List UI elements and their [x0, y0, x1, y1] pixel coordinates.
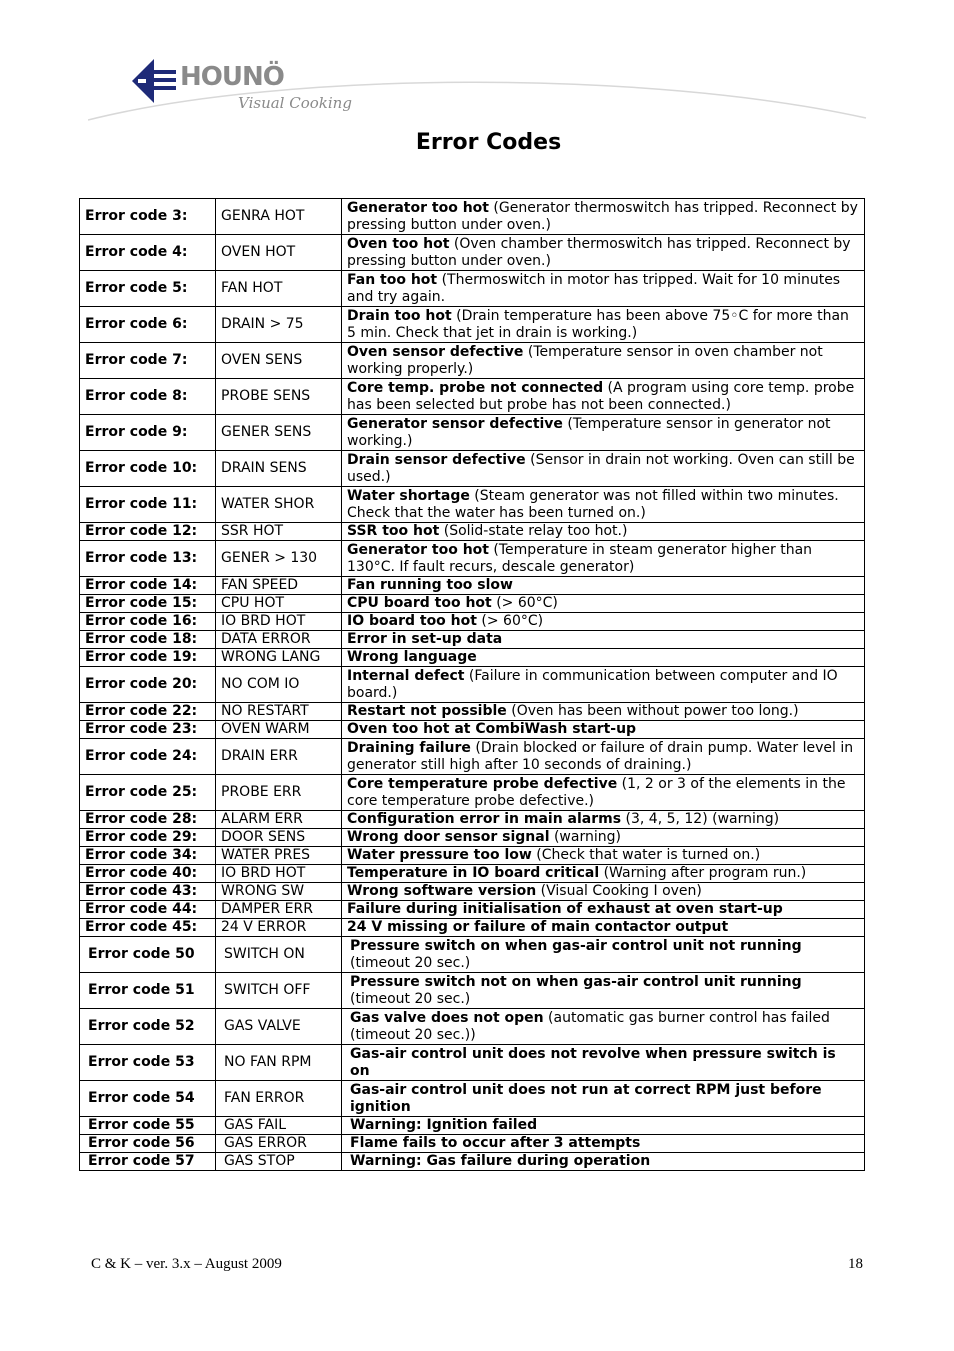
- table-row: [80, 649, 865, 667]
- error-display-text-cell: DOOR SENS: [216, 829, 342, 847]
- error-code-cell: Error code 19:: [80, 649, 216, 667]
- error-code-cell: Error code 40:: [80, 865, 216, 883]
- error-code-cell: Error code 29:: [80, 829, 216, 847]
- error-title: Gas-air control unit does not run at correct RPM just before ignition: [350, 1081, 822, 1115]
- error-code-cell: Error code 8:: [80, 379, 216, 415]
- error-title: Warning: Gas failure during operation: [350, 1153, 651, 1169]
- error-code-cell: Error code 51: [80, 973, 216, 1009]
- error-description-cell: [342, 649, 865, 667]
- error-code-cell: Error code 23:: [80, 721, 216, 739]
- error-description-cell: [342, 1009, 865, 1045]
- error-title: Generator too hot: [347, 199, 489, 216]
- error-title: Pressure switch on when gas-air control unit not running: [350, 937, 802, 954]
- error-display-text-cell: FAN ERROR: [216, 1081, 342, 1117]
- error-code-cell: Error code 22:: [80, 703, 216, 721]
- error-display-text-cell: DATA ERROR: [216, 631, 342, 649]
- error-display-text-cell: PROBE ERR: [216, 775, 342, 811]
- error-code-cell: Error code 43:: [80, 883, 216, 901]
- error-title: Internal defect: [347, 667, 465, 684]
- table-row: [80, 667, 865, 703]
- table-row: [80, 631, 865, 649]
- error-description-cell: [342, 307, 865, 343]
- error-display-text-cell: IO BRD HOT: [216, 865, 342, 883]
- table-row: [80, 1009, 865, 1045]
- error-code-cell: Error code 3:: [80, 199, 216, 235]
- error-code-cell: Error code 54: [80, 1081, 216, 1117]
- error-detail: (Temperature in steam generator higher than 130°C. If fault recurs, descale generator): [347, 541, 813, 575]
- error-title: Draining failure: [347, 739, 471, 756]
- error-detail: (Temperature sensor in generator not working.): [347, 415, 831, 449]
- header-swoosh: [88, 70, 868, 122]
- error-title: SSR too hot: [347, 523, 440, 539]
- table-row: [80, 1081, 865, 1117]
- error-description-cell: [342, 379, 865, 415]
- table-row: [80, 721, 865, 739]
- error-title: Drain sensor defective: [347, 451, 526, 468]
- error-title: Wrong door sensor signal: [347, 829, 550, 845]
- error-description-cell: [342, 703, 865, 721]
- error-display-text-cell: GENER > 130: [216, 541, 342, 577]
- error-detail: (Failure in communication between computer and IO board.): [347, 667, 838, 701]
- error-title: Restart not possible: [347, 703, 507, 719]
- error-code-cell: Error code 34:: [80, 847, 216, 865]
- error-description-cell: [342, 1135, 865, 1153]
- error-title: Generator too hot: [347, 541, 489, 558]
- page-number: 18: [848, 1256, 863, 1272]
- error-title: Fan too hot: [347, 271, 438, 288]
- table-row: [80, 271, 865, 307]
- error-code-cell: Error code 6:: [80, 307, 216, 343]
- error-description-cell: [342, 847, 865, 865]
- error-detail: (warning): [549, 829, 621, 845]
- error-detail: (Solid-state relay too hot.): [439, 523, 628, 539]
- table-row: [80, 703, 865, 721]
- table-row: [80, 541, 865, 577]
- error-description-cell: [342, 271, 865, 307]
- table-row: [80, 343, 865, 379]
- error-description-cell: [342, 1045, 865, 1081]
- error-display-text-cell: 24 V ERROR: [216, 919, 342, 937]
- error-description-cell: [342, 631, 865, 649]
- error-display-text-cell: SSR HOT: [216, 523, 342, 541]
- error-description-cell: [342, 775, 865, 811]
- table-row: [80, 613, 865, 631]
- error-description-cell: [342, 721, 865, 739]
- error-code-cell: Error code 24:: [80, 739, 216, 775]
- error-display-text-cell: DRAIN SENS: [216, 451, 342, 487]
- error-display-text-cell: IO BRD HOT: [216, 613, 342, 631]
- error-detail: (Steam generator was not filled within two minutes. Check that the water has been turned on.): [347, 487, 839, 521]
- error-display-text-cell: GAS ERROR: [216, 1135, 342, 1153]
- error-description-cell: [342, 541, 865, 577]
- error-display-text-cell: OVEN HOT: [216, 235, 342, 271]
- error-description-cell: [342, 937, 865, 973]
- error-title: Flame fails to occur after 3 attempts: [350, 1135, 641, 1151]
- error-display-text-cell: WRONG SW: [216, 883, 342, 901]
- table-row: [80, 577, 865, 595]
- error-code-cell: Error code 57: [80, 1153, 216, 1171]
- error-detail: (Sensor in drain not working. Oven can still be used.): [347, 451, 855, 485]
- table-row: [80, 451, 865, 487]
- error-codes-table: [79, 198, 865, 1171]
- error-display-text-cell: OVEN WARM: [216, 721, 342, 739]
- error-code-cell: Error code 14:: [80, 577, 216, 595]
- table-row: [80, 523, 865, 541]
- error-title: Gas valve does not open: [350, 1009, 544, 1026]
- table-row: [80, 865, 865, 883]
- logo-tagline: Visual Cooking: [238, 94, 352, 112]
- error-display-text-cell: DRAIN > 75: [216, 307, 342, 343]
- error-detail: (Generator thermoswitch has tripped. Reconnect by pressing button under oven.): [347, 199, 858, 233]
- error-code-cell: Error code 7:: [80, 343, 216, 379]
- error-display-text-cell: GENRA HOT: [216, 199, 342, 235]
- error-description-cell: [342, 199, 865, 235]
- error-detail: (Drain temperature has been above 75◦C for more than 5 min. Check that jet in drain is working.): [347, 307, 849, 341]
- error-description-cell: [342, 523, 865, 541]
- error-detail: (automatic gas burner control has failed (timeout 20 sec.)): [350, 1009, 830, 1043]
- error-display-text-cell: WRONG LANG: [216, 649, 342, 667]
- error-display-text-cell: DRAIN ERR: [216, 739, 342, 775]
- table-row: [80, 919, 865, 937]
- table-row: [80, 1045, 865, 1081]
- error-detail: (Check that water is turned on.): [531, 847, 761, 863]
- footer-version: C & K – ver. 3.x – August 2009: [91, 1256, 282, 1272]
- error-code-cell: Error code 13:: [80, 541, 216, 577]
- error-detail: (Thermoswitch in motor has tripped. Wait for 10 minutes and try again.: [347, 271, 841, 305]
- page-title: Error Codes: [415, 130, 562, 155]
- error-description-cell: [342, 739, 865, 775]
- error-display-text-cell: WATER SHOR: [216, 487, 342, 523]
- error-detail: (Visual Cooking I oven): [536, 883, 702, 899]
- error-description-cell: [342, 811, 865, 829]
- error-detail: (3, 4, 5, 12) (warning): [621, 811, 780, 827]
- table-row: [80, 973, 865, 1009]
- error-detail: (> 60°C): [491, 595, 558, 611]
- error-display-text-cell: GAS FAIL: [216, 1117, 342, 1135]
- error-code-cell: Error code 44:: [80, 901, 216, 919]
- error-title: Drain too hot: [347, 307, 452, 324]
- error-title: Core temp. probe not connected: [347, 379, 604, 396]
- table-row: [80, 379, 865, 415]
- error-display-text-cell: GENER SENS: [216, 415, 342, 451]
- error-title: Water pressure too low: [347, 847, 532, 863]
- error-description-cell: [342, 487, 865, 523]
- error-description-cell: [342, 973, 865, 1009]
- error-description-cell: [342, 577, 865, 595]
- error-display-text-cell: NO RESTART: [216, 703, 342, 721]
- error-code-cell: Error code 15:: [80, 595, 216, 613]
- error-code-cell: Error code 18:: [80, 631, 216, 649]
- table-row: [80, 847, 865, 865]
- error-display-text-cell: GAS STOP: [216, 1153, 342, 1171]
- table-row: [80, 1153, 865, 1171]
- error-display-text-cell: ALARM ERR: [216, 811, 342, 829]
- error-code-cell: Error code 56: [80, 1135, 216, 1153]
- error-detail: (Oven has been without power too long.): [506, 703, 799, 719]
- error-description-cell: [342, 451, 865, 487]
- error-display-text-cell: SWITCH ON: [216, 937, 342, 973]
- logo-name: HOUNÖ: [180, 62, 284, 92]
- error-title: Pressure switch not on when gas-air control unit running: [350, 973, 802, 990]
- error-title: 24 V missing or failure of main contactor output: [347, 919, 729, 935]
- error-code-cell: Error code 16:: [80, 613, 216, 631]
- error-display-text-cell: CPU HOT: [216, 595, 342, 613]
- error-code-cell: Error code 25:: [80, 775, 216, 811]
- table-row: [80, 811, 865, 829]
- error-title: Oven sensor defective: [347, 343, 524, 360]
- error-code-cell: Error code 53: [80, 1045, 216, 1081]
- error-title: Wrong software version: [347, 883, 537, 899]
- error-code-cell: Error code 52: [80, 1009, 216, 1045]
- table-row: [80, 199, 865, 235]
- error-title: Warning: Ignition failed: [350, 1117, 538, 1133]
- error-title: CPU board too hot: [347, 595, 492, 611]
- error-code-cell: Error code 20:: [80, 667, 216, 703]
- error-description-cell: [342, 343, 865, 379]
- error-code-cell: Error code 11:: [80, 487, 216, 523]
- error-description-cell: [342, 901, 865, 919]
- error-title: Configuration error in main alarms: [347, 811, 622, 827]
- error-display-text-cell: NO COM IO: [216, 667, 342, 703]
- error-description-cell: [342, 1117, 865, 1135]
- error-code-cell: Error code 50: [80, 937, 216, 973]
- error-display-text-cell: OVEN SENS: [216, 343, 342, 379]
- error-description-cell: [342, 667, 865, 703]
- error-detail: (A program using core temp. probe has been selected but probe has not been connected.): [347, 379, 855, 413]
- error-display-text-cell: NO FAN RPM: [216, 1045, 342, 1081]
- table-row: [80, 487, 865, 523]
- error-detail: (1, 2 or 3 of the elements in the core temperature probe defective.): [347, 775, 846, 809]
- error-title: Fan running too slow: [347, 577, 513, 593]
- table-row: [80, 775, 865, 811]
- error-description-cell: [342, 595, 865, 613]
- error-title: Core temperature probe defective: [347, 775, 618, 792]
- error-code-cell: Error code 45:: [80, 919, 216, 937]
- error-description-cell: [342, 865, 865, 883]
- error-description-cell: [342, 919, 865, 937]
- error-description-cell: [342, 235, 865, 271]
- error-code-cell: Error code 55: [80, 1117, 216, 1135]
- error-code-cell: Error code 28:: [80, 811, 216, 829]
- error-description-cell: [342, 829, 865, 847]
- error-code-cell: Error code 4:: [80, 235, 216, 271]
- error-description-cell: [342, 415, 865, 451]
- error-title: IO board too hot: [347, 613, 477, 629]
- error-display-text-cell: FAN HOT: [216, 271, 342, 307]
- error-title: Wrong language: [347, 649, 477, 665]
- error-description-cell: [342, 883, 865, 901]
- error-detail: (Oven chamber thermoswitch has tripped. Reconnect by pressing button under oven.): [347, 235, 851, 269]
- error-title: Failure during initialisation of exhaust at oven start-up: [347, 901, 783, 917]
- table-row: [80, 235, 865, 271]
- table-row: [80, 1117, 865, 1135]
- error-title: Generator sensor defective: [347, 415, 563, 432]
- error-title: Gas-air control unit does not revolve when pressure switch is on: [350, 1045, 836, 1079]
- error-code-cell: Error code 10:: [80, 451, 216, 487]
- error-title: Oven too hot at CombiWash start-up: [347, 721, 637, 737]
- table-row: [80, 901, 865, 919]
- error-detail: (timeout 20 sec.): [350, 954, 471, 971]
- table-row: [80, 1135, 865, 1153]
- error-display-text-cell: DAMPER ERR: [216, 901, 342, 919]
- table-row: [80, 307, 865, 343]
- error-title: Oven too hot: [347, 235, 450, 252]
- error-code-cell: Error code 9:: [80, 415, 216, 451]
- error-code-cell: Error code 12:: [80, 523, 216, 541]
- error-detail: (> 60°C): [476, 613, 544, 629]
- error-display-text-cell: GAS VALVE: [216, 1009, 342, 1045]
- error-title: Temperature in IO board critical: [347, 865, 600, 881]
- error-display-text-cell: SWITCH OFF: [216, 973, 342, 1009]
- error-title: Error in set-up data: [347, 631, 503, 647]
- table-row: [80, 739, 865, 775]
- error-description-cell: [342, 613, 865, 631]
- error-detail: (Drain blocked or failure of drain pump. Water level in generator still high after 10 seconds of draining.): [347, 739, 854, 773]
- table-row: [80, 883, 865, 901]
- table-row: [80, 595, 865, 613]
- table-row: [80, 829, 865, 847]
- error-display-text-cell: WATER PRES: [216, 847, 342, 865]
- table-row: [80, 415, 865, 451]
- error-display-text-cell: PROBE SENS: [216, 379, 342, 415]
- error-detail: (Temperature sensor in oven chamber not working properly.): [347, 343, 823, 377]
- error-description-cell: [342, 1081, 865, 1117]
- error-display-text-cell: FAN SPEED: [216, 577, 342, 595]
- error-description-cell: [342, 1153, 865, 1171]
- error-detail: (timeout 20 sec.): [350, 990, 471, 1007]
- table-row: [80, 937, 865, 973]
- error-detail: (Warning after program run.): [599, 865, 807, 881]
- error-code-cell: Error code 5:: [80, 271, 216, 307]
- error-title: Water shortage: [347, 487, 470, 504]
